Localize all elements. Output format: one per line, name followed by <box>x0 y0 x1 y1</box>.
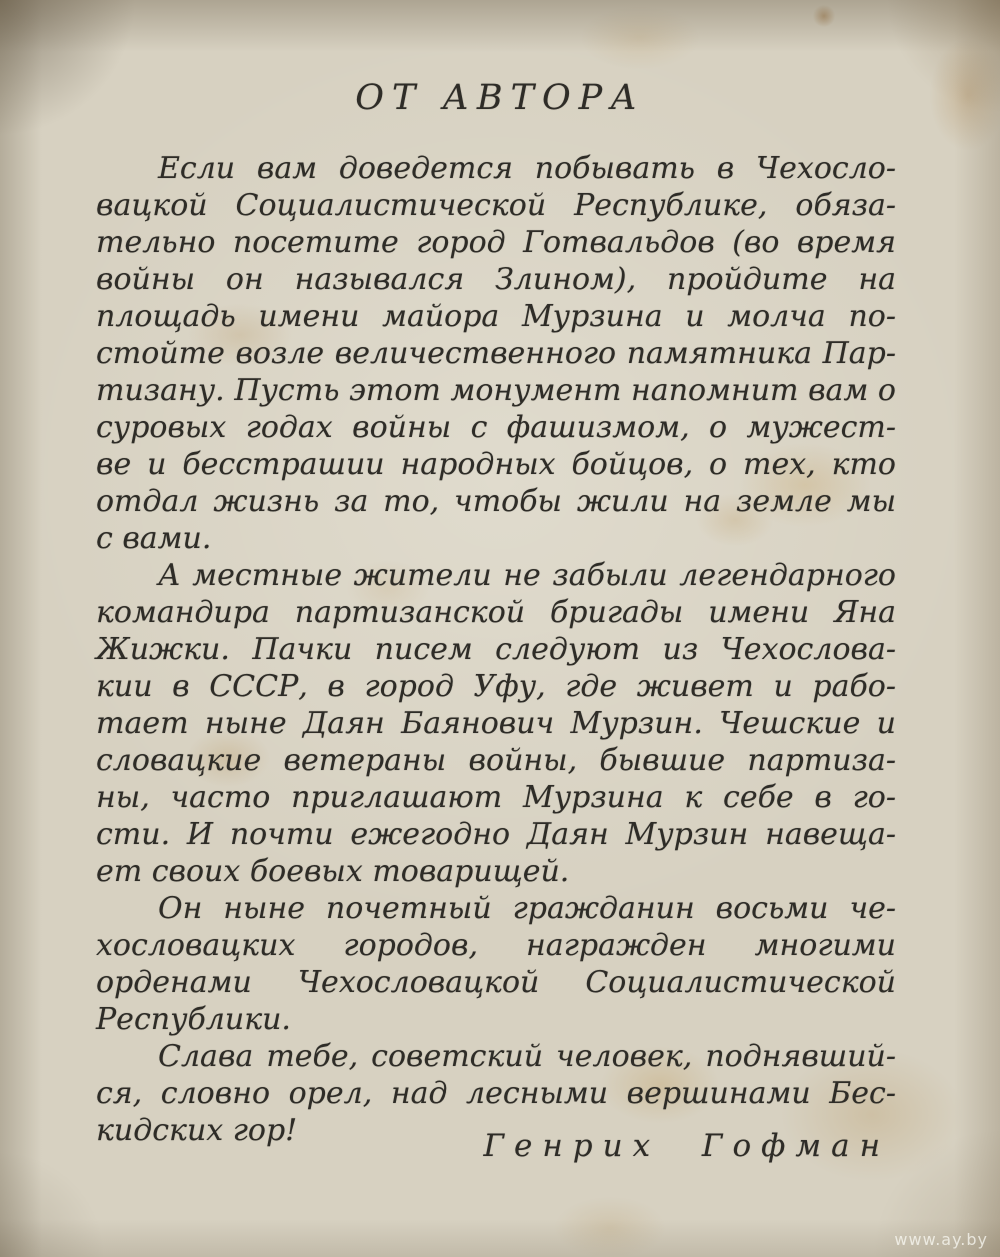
paragraph <box>96 557 896 890</box>
text-line: площадь имени майора Мурзина и молча по- <box>96 299 896 334</box>
text-line: стойте возле величественного памятника Пар- <box>96 336 896 371</box>
text-line: вацкой Социалистической Республике, обяза- <box>96 188 896 223</box>
text-line: Жижки. Пачки писем следуют из Чехослова- <box>96 632 896 667</box>
text-line: отдал жизнь за то, чтобы жили на земле мы <box>96 484 896 519</box>
text-line: суровых годах войны с фашизмом, о мужест- <box>96 410 896 445</box>
text-line: ве и бесстрашии народных бойцов, о тех, кто <box>96 447 896 482</box>
text-block <box>96 150 896 1149</box>
paragraph <box>96 150 896 557</box>
text-line: А местные жители не забыли легендарного <box>158 558 896 593</box>
text-line: хословацких городов, награжден многими <box>96 928 896 963</box>
text-line: Республики. <box>96 1002 291 1037</box>
text-line: с вами. <box>96 521 212 556</box>
text-line: словацкие ветераны войны, бывшие партиза- <box>96 743 896 778</box>
paragraph <box>96 890 896 1038</box>
text-line: орденами Чехословацкой Социалистической <box>96 965 896 1000</box>
author-signature: Генрих Гофман <box>483 1128 890 1164</box>
watermark: www.ay.by <box>894 1230 988 1249</box>
text-line: тизану. Пусть этот монумент напомнит вам о <box>96 373 896 408</box>
page-title: ОТ АВТОРА <box>355 78 645 118</box>
text-line: кидских гор! <box>96 1113 298 1148</box>
text-line: ет своих боевых товарищей. <box>96 854 570 889</box>
text-line: сти. И почти ежегодно Даян Мурзин навеща- <box>96 817 896 852</box>
text-line: кии в СССР, в город Уфу, где живет и рабо- <box>96 669 896 704</box>
text-line: Если вам доведется побывать в Чехосло- <box>158 151 896 186</box>
text-line: тает ныне Даян Баянович Мурзин. Чешские и <box>96 706 896 741</box>
text-line: командира партизанской бригады имени Яна <box>96 595 896 630</box>
text-line: войны он назывался Злином), пройдите на <box>96 262 896 297</box>
text-line: ны, часто приглашают Мурзина к себе в го- <box>96 780 896 815</box>
text-line: ся, словно орел, над лесными вершинами Бес- <box>96 1076 896 1111</box>
text-line: тельно посетите город Готвальдов (во время <box>96 225 896 260</box>
text-line: Он ныне почетный гражданин восьми че- <box>158 891 896 926</box>
text-line: Слава тебе, советский человек, поднявший- <box>158 1039 896 1074</box>
